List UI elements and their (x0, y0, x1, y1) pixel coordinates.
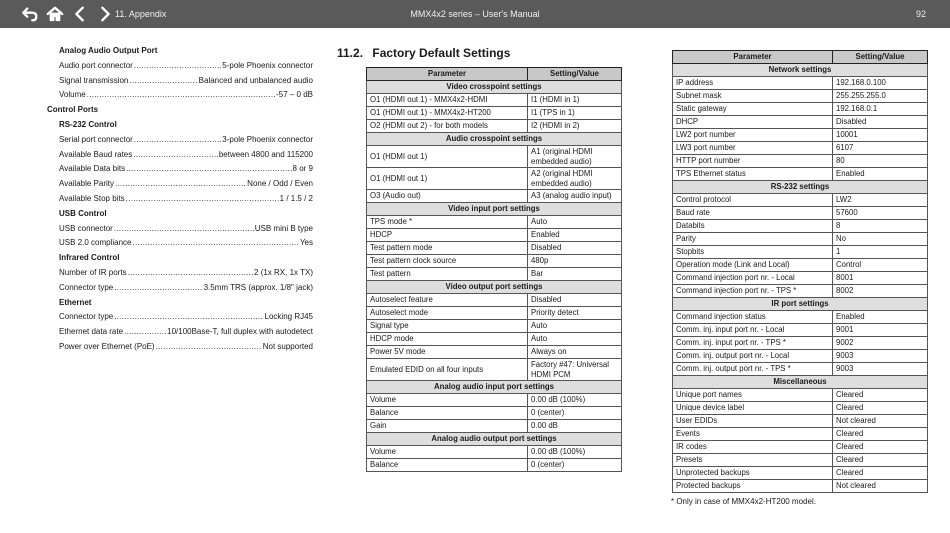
leader-dots (134, 59, 221, 74)
section-title: Video output port settings (367, 281, 622, 294)
document-title: MMX4x2 series – User's Manual (410, 9, 540, 19)
table-row (367, 146, 622, 168)
column-header-parameter: Parameter (673, 51, 833, 64)
parameter-cell: O1 (HDMI out 1) (367, 146, 528, 168)
leader-dots (133, 148, 218, 163)
value-cell: 0 (center) (528, 407, 622, 420)
parameter-cell: Databits (673, 220, 833, 233)
parameter-cell: Power 5V mode (367, 346, 528, 359)
page-number: 92 (915, 9, 926, 19)
table-row (673, 480, 928, 493)
value-cell: 192.168.0.100 (833, 77, 928, 90)
spec-label: Volume (59, 90, 86, 100)
parameter-cell: Unprotected backups (673, 467, 833, 480)
spec-rows-analog-output (47, 59, 313, 103)
table-row (673, 116, 928, 129)
parameter-cell: Balance (367, 407, 528, 420)
parameter-cell: Command injection port nr. - Local (673, 272, 833, 285)
parameter-cell: Control protocol (673, 194, 833, 207)
value-cell: 0 (center) (528, 459, 622, 472)
table-row (673, 220, 928, 233)
table-row (367, 94, 622, 107)
spec-value: Yes (299, 238, 313, 248)
table-row (673, 168, 928, 181)
parameter-cell: Static gateway (673, 103, 833, 116)
parameter-cell: Comm. inj. input port nr. - Local (673, 324, 833, 337)
table-section-row (673, 181, 928, 194)
value-cell: No (833, 233, 928, 246)
leader-dots (114, 310, 263, 325)
table-row (367, 446, 622, 459)
leader-dots (134, 133, 221, 148)
value-cell: 6107 (833, 142, 928, 155)
parameter-cell: Comm. inj. input port nr. - TPS * (673, 337, 833, 350)
table-row (367, 294, 622, 307)
parameter-cell: Test pattern mode (367, 242, 528, 255)
table-row (673, 402, 928, 415)
value-cell: 0.00 dB (528, 420, 622, 433)
value-cell: 9003 (833, 363, 928, 376)
value-cell: Disabled (528, 294, 622, 307)
parameter-cell: HDCP mode (367, 333, 528, 346)
value-cell: Auto (528, 333, 622, 346)
table-row (367, 346, 622, 359)
parameter-cell: IR codes (673, 441, 833, 454)
leader-dots (114, 281, 202, 296)
section-title: Network settings (673, 64, 928, 77)
table-row (673, 324, 928, 337)
value-cell: 80 (833, 155, 928, 168)
table-row (673, 259, 928, 272)
leader-dots (115, 177, 246, 192)
spec-value: Balanced and unbalanced audio (198, 75, 313, 85)
value-cell: Disabled (528, 242, 622, 255)
section-title: Factory Default Settings (372, 46, 511, 60)
column-header-value: Setting/Value (833, 51, 928, 64)
parameter-cell: Parity (673, 233, 833, 246)
parameter-cell: O3 (Audio out) (367, 190, 528, 203)
section-title: Miscellaneous (673, 376, 928, 389)
value-cell: A2 (original HDMI embedded audio) (528, 168, 622, 190)
parameter-cell: Balance (367, 459, 528, 472)
value-cell: Cleared (833, 441, 928, 454)
value-cell: Auto (528, 216, 622, 229)
table-header-row (367, 68, 622, 81)
parameter-cell: User EDIDs (673, 415, 833, 428)
table-header-row (673, 51, 928, 64)
spec-label: Serial port connector (59, 134, 133, 144)
value-cell: Not cleared (833, 480, 928, 493)
leader-dots (126, 162, 291, 177)
table-row (673, 103, 928, 116)
table-row (367, 242, 622, 255)
table-row (673, 233, 928, 246)
spec-row (59, 340, 313, 355)
value-cell: 1 (833, 246, 928, 259)
spec-label: Power over Ethernet (PoE) (59, 341, 155, 351)
spec-value: Not supported (262, 341, 313, 351)
parameter-cell: Test pattern (367, 268, 528, 281)
spec-value: None / Odd / Even (247, 179, 313, 189)
spec-value: 1 / 1.5 / 2 (279, 193, 313, 203)
table-row (367, 307, 622, 320)
section-title: Video crosspoint settings (367, 81, 622, 94)
leader-dots (156, 340, 262, 355)
table-row (673, 389, 928, 402)
section-title: Audio crosspoint settings (367, 133, 622, 146)
value-cell: I2 (HDMI in 2) (528, 120, 622, 133)
table-row (673, 207, 928, 220)
table-row (367, 190, 622, 203)
parameter-cell: Volume (367, 394, 528, 407)
spec-group-title: RS-232 Control (59, 119, 117, 129)
spec-row (59, 236, 313, 251)
section-heading (337, 46, 510, 60)
parameter-cell: Gain (367, 420, 528, 433)
spec-row (59, 266, 313, 281)
section-title: Analog audio input port settings (367, 381, 622, 394)
parameter-cell: Command injection status (673, 311, 833, 324)
parameter-cell: HDCP (367, 229, 528, 242)
spec-row (59, 281, 313, 296)
table-row (673, 155, 928, 168)
spec-row (59, 88, 313, 103)
value-cell: 8002 (833, 285, 928, 298)
spec-rows-rs232 (47, 133, 313, 207)
value-cell: Enabled (833, 168, 928, 181)
table-row (673, 454, 928, 467)
parameter-cell: Subnet mask (673, 90, 833, 103)
table-row (367, 394, 622, 407)
value-cell: Cleared (833, 467, 928, 480)
leader-dots (114, 222, 254, 237)
parameter-cell: Autoselect feature (367, 294, 528, 307)
spec-label: Number of IR ports (59, 267, 127, 277)
value-cell: Disabled (833, 116, 928, 129)
value-cell: Enabled (833, 311, 928, 324)
value-cell: Control (833, 259, 928, 272)
value-cell: Cleared (833, 402, 928, 415)
spec-group-title: Ethernet (59, 297, 92, 307)
value-cell: Factory #47: Universal HDMI PCM (528, 359, 622, 381)
table-row (367, 359, 622, 381)
spec-label: USB 2.0 compliance (59, 238, 132, 248)
column-header-parameter: Parameter (367, 68, 528, 81)
spec-value: 2 (1x RX, 1x TX) (254, 267, 313, 277)
section-number: 11.2. (337, 46, 364, 60)
value-cell: A3 (analog audio input) (528, 190, 622, 203)
parameter-cell: Signal type (367, 320, 528, 333)
table-section-row (367, 281, 622, 294)
spec-label: Connector type (59, 312, 114, 322)
value-cell: Always on (528, 346, 622, 359)
spec-rows-infrared (47, 266, 313, 296)
table-row (367, 459, 622, 472)
spec-rows-usb (47, 222, 313, 252)
spec-row (59, 133, 313, 148)
spec-row (59, 177, 313, 192)
parameter-cell: LW3 port number (673, 142, 833, 155)
spec-row (59, 59, 313, 74)
table-row (367, 407, 622, 420)
spec-row (59, 192, 313, 207)
parameter-cell: Unique port names (673, 389, 833, 402)
factory-defaults-table-1 (366, 67, 622, 472)
spec-label: Signal transmission (59, 75, 129, 85)
table-row (367, 255, 622, 268)
table-row (367, 168, 622, 190)
parameter-cell: O2 (HDMI out 2) - for both models (367, 120, 528, 133)
table-row (673, 142, 928, 155)
specifications-list (47, 44, 313, 355)
parameter-cell: Operation mode (Link and Local) (673, 259, 833, 272)
table-row (367, 420, 622, 433)
spec-group-title: Infrared Control (59, 253, 120, 263)
spec-value: 3-pole Phoenix connector (222, 134, 313, 144)
parameter-cell: Comm. inj. output port nr. - Local (673, 350, 833, 363)
leader-dots (129, 74, 197, 89)
table-row (673, 129, 928, 142)
parameter-cell: HTTP port number (673, 155, 833, 168)
parameter-cell: Comm. inj. output port nr. - TPS * (673, 363, 833, 376)
section-title: RS-232 settings (673, 181, 928, 194)
value-cell: 9001 (833, 324, 928, 337)
leader-dots (128, 266, 253, 281)
section-title: Video input port settings (367, 203, 622, 216)
value-cell: 0.00 dB (100%) (528, 394, 622, 407)
spec-row (59, 148, 313, 163)
table-row (367, 333, 622, 346)
value-cell: 57600 (833, 207, 928, 220)
value-cell: 9002 (833, 337, 928, 350)
table-row (673, 77, 928, 90)
parameter-cell: Command injection port nr. - TPS * (673, 285, 833, 298)
table-row (673, 311, 928, 324)
parameter-cell: DHCP (673, 116, 833, 129)
parameter-cell: Presets (673, 454, 833, 467)
spec-value: Locking RJ45 (264, 312, 313, 322)
parameter-cell: TPS mode * (367, 216, 528, 229)
value-cell: Cleared (833, 428, 928, 441)
spec-label: Available Baud rates (59, 149, 133, 159)
leader-dots (87, 88, 275, 103)
parameter-cell: Emulated EDID on all four inputs (367, 359, 528, 381)
value-cell: Cleared (833, 389, 928, 402)
parameter-cell: Volume (367, 446, 528, 459)
table-section-row (367, 203, 622, 216)
spec-row (59, 162, 313, 177)
value-cell: A1 (original HDMI embedded audio) (528, 146, 622, 168)
table-row (673, 272, 928, 285)
table-section-row (673, 298, 928, 311)
value-cell: Auto (528, 320, 622, 333)
parameter-cell: LW2 port number (673, 129, 833, 142)
leader-dots (124, 325, 166, 340)
value-cell: LW2 (833, 194, 928, 207)
section-title: IR port settings (673, 298, 928, 311)
spec-rows-ethernet (47, 310, 313, 354)
table-row (367, 120, 622, 133)
value-cell: 192.168.0.1 (833, 103, 928, 116)
parameter-cell: Protected backups (673, 480, 833, 493)
table-section-row (367, 433, 622, 446)
spec-value: 10/100Base-T, full duplex with autodetect (167, 327, 313, 337)
spec-group-title: Analog Audio Output Port (59, 46, 158, 55)
spec-label: Ethernet data rate (59, 327, 124, 337)
table-row (367, 320, 622, 333)
table-section-row (367, 133, 622, 146)
parameter-cell: Unique device label (673, 402, 833, 415)
spec-label: Audio port connector (59, 60, 133, 70)
factory-defaults-table-2 (672, 50, 928, 493)
spec-value: -57 – 0 dB (276, 90, 313, 100)
spec-value: USB mini B type (254, 223, 313, 233)
parameter-cell: TPS Ethernet status (673, 168, 833, 181)
leader-dots (126, 192, 279, 207)
value-cell: 10001 (833, 129, 928, 142)
section-breadcrumb: 11. Appendix (115, 9, 167, 19)
parameter-cell: IP address (673, 77, 833, 90)
table-row (673, 90, 928, 103)
table-row (673, 415, 928, 428)
value-cell: Cleared (833, 454, 928, 467)
spec-label: Available Stop bits (59, 193, 125, 203)
table-section-row (673, 376, 928, 389)
table-row (673, 363, 928, 376)
value-cell: 9003 (833, 350, 928, 363)
table-row (673, 194, 928, 207)
parameter-cell: O1 (HDMI out 1) (367, 168, 528, 190)
spec-label: Available Parity (59, 179, 114, 189)
parameter-cell: Events (673, 428, 833, 441)
value-cell: Bar (528, 268, 622, 281)
table-row (367, 229, 622, 242)
footnote: * Only in case of MMX4x2-HT200 model. (671, 497, 816, 506)
value-cell: 0.00 dB (100%) (528, 446, 622, 459)
table-section-row (367, 81, 622, 94)
parameter-cell: Stopbits (673, 246, 833, 259)
table-row (673, 337, 928, 350)
table-row (673, 428, 928, 441)
table-row (367, 216, 622, 229)
table-section-row (673, 64, 928, 77)
parameter-cell: Autoselect mode (367, 307, 528, 320)
parameter-cell: Baud rate (673, 207, 833, 220)
spec-value: 5-pole Phoenix connector (222, 60, 313, 70)
parameter-cell: Test pattern clock source (367, 255, 528, 268)
value-cell: 8001 (833, 272, 928, 285)
table-section-row (367, 381, 622, 394)
table-row (673, 285, 928, 298)
spec-value: 8 or 9 (292, 164, 313, 174)
spec-value: 3.5mm TRS (approx. 1/8" jack) (203, 282, 313, 292)
table-row (673, 246, 928, 259)
value-cell: Not cleared (833, 415, 928, 428)
spec-label: USB connector (59, 223, 113, 233)
spec-value: between 4800 and 115200 (218, 149, 313, 159)
value-cell: Enabled (528, 229, 622, 242)
parameter-cell: O1 (HDMI out 1) - MMX4x2-HT200 (367, 107, 528, 120)
table-row (367, 107, 622, 120)
leader-dots (132, 236, 298, 251)
value-cell: Priority detect (528, 307, 622, 320)
spec-row (59, 74, 313, 89)
value-cell: 255.255.255.0 (833, 90, 928, 103)
table-row (673, 441, 928, 454)
value-cell: I1 (HDMI in 1) (528, 94, 622, 107)
spec-group-title: Control Ports (47, 105, 99, 115)
spec-label: Connector type (59, 282, 114, 292)
table-row (367, 268, 622, 281)
spec-row (59, 222, 313, 237)
table-row (673, 467, 928, 480)
section-title: Analog audio output port settings (367, 433, 622, 446)
top-bar (0, 0, 950, 28)
spec-label: Available Data bits (59, 164, 126, 174)
value-cell: 8 (833, 220, 928, 233)
parameter-cell: O1 (HDMI out 1) - MMX4x2-HDMI (367, 94, 528, 107)
spec-row (59, 325, 313, 340)
table-row (673, 350, 928, 363)
column-header-value: Setting/Value (528, 68, 622, 81)
value-cell: 480p (528, 255, 622, 268)
spec-row (59, 310, 313, 325)
value-cell: I1 (TPS in 1) (528, 107, 622, 120)
spec-group-title: USB Control (59, 208, 107, 218)
